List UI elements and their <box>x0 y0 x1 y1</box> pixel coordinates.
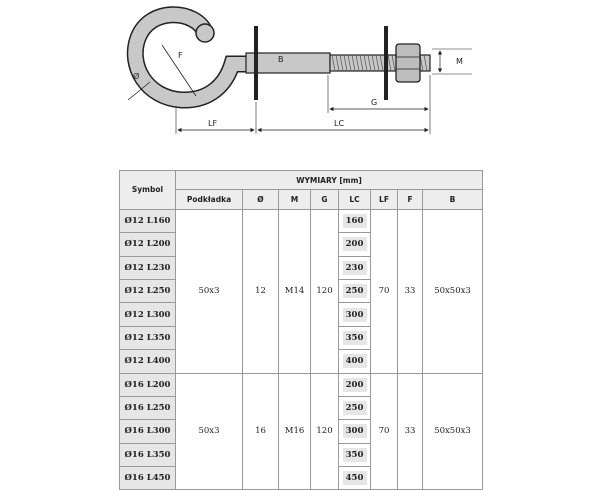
lc-value: 250 <box>343 284 367 298</box>
cell-f: 33 <box>398 209 423 373</box>
header-m: M <box>279 190 311 209</box>
header-lc: LC <box>339 190 371 209</box>
cell-g: 120 <box>311 373 339 490</box>
dimensions-table <box>119 170 483 490</box>
cell-symbol: Ø16 L350 <box>120 443 176 466</box>
cell-g: 120 <box>311 209 339 373</box>
cell-b: 50x50x3 <box>423 373 483 490</box>
cell-m: M16 <box>279 373 311 490</box>
cell-symbol: Ø16 L250 <box>120 396 176 419</box>
header-f: F <box>398 190 423 209</box>
shank <box>246 53 330 73</box>
label-b: B <box>278 55 284 64</box>
cell-diameter: 16 <box>243 373 279 490</box>
lc-value: 200 <box>343 378 367 392</box>
cell-symbol: Ø12 L400 <box>120 350 176 373</box>
cell-lc <box>339 373 371 396</box>
hook-shape <box>135 15 250 100</box>
header-g: G <box>311 190 339 209</box>
nut <box>396 44 420 82</box>
lc-value: 160 <box>343 214 367 228</box>
lc-value: 350 <box>343 331 367 345</box>
header-lf: LF <box>371 190 398 209</box>
cell-lc <box>339 396 371 419</box>
table-row <box>120 373 483 396</box>
label-m: M <box>456 57 463 66</box>
cell-symbol: Ø16 L200 <box>120 373 176 396</box>
label-diameter: Ø <box>133 72 140 81</box>
cell-f: 33 <box>398 373 423 490</box>
cell-lc <box>339 303 371 326</box>
label-f: F <box>178 51 183 60</box>
label-g: G <box>371 98 378 107</box>
cell-symbol: Ø12 L350 <box>120 326 176 349</box>
label-lc: LC <box>334 119 345 128</box>
cell-lf: 70 <box>371 373 398 490</box>
table-row <box>120 209 483 232</box>
cell-m: M14 <box>279 209 311 373</box>
lc-value: 300 <box>343 424 367 438</box>
header-b: B <box>423 190 483 209</box>
label-lf: LF <box>208 119 218 128</box>
cell-diameter: 12 <box>243 209 279 373</box>
cell-lc <box>339 420 371 443</box>
cell-symbol: Ø16 L450 <box>120 467 176 490</box>
cell-symbol: Ø12 L300 <box>120 303 176 326</box>
lc-value: 400 <box>343 354 367 368</box>
cell-lc <box>339 233 371 256</box>
cell-symbol: Ø12 L160 <box>120 209 176 232</box>
cell-lc <box>339 350 371 373</box>
header-washer: Podkładka <box>176 190 243 209</box>
cell-washer: 50x3 <box>176 373 243 490</box>
cell-lc <box>339 279 371 302</box>
cell-lf: 70 <box>371 209 398 373</box>
table-body <box>120 209 483 490</box>
lc-value: 300 <box>343 308 367 322</box>
header-diameter: Ø <box>243 190 279 209</box>
cell-lc <box>339 326 371 349</box>
lc-value: 200 <box>343 237 367 251</box>
second-washer <box>384 26 388 100</box>
lc-value: 450 <box>343 471 367 485</box>
lc-value: 230 <box>343 261 367 275</box>
lc-value: 350 <box>343 448 367 462</box>
eye-bolt-drawing <box>0 0 600 150</box>
cell-lc <box>339 209 371 232</box>
cell-symbol: Ø12 L200 <box>120 233 176 256</box>
cell-washer: 50x3 <box>176 209 243 373</box>
cell-lc <box>339 467 371 490</box>
cell-symbol: Ø16 L300 <box>120 420 176 443</box>
cell-symbol: Ø12 L230 <box>120 256 176 279</box>
cell-lc <box>339 443 371 466</box>
cell-b: 50x50x3 <box>423 209 483 373</box>
cell-symbol: Ø12 L250 <box>120 279 176 302</box>
header-dimensions: WYMIARY [mm] <box>176 171 483 190</box>
washer-plate <box>254 26 258 100</box>
cell-lc <box>339 256 371 279</box>
header-symbol: Symbol <box>120 171 176 210</box>
lc-value: 250 <box>343 401 367 415</box>
